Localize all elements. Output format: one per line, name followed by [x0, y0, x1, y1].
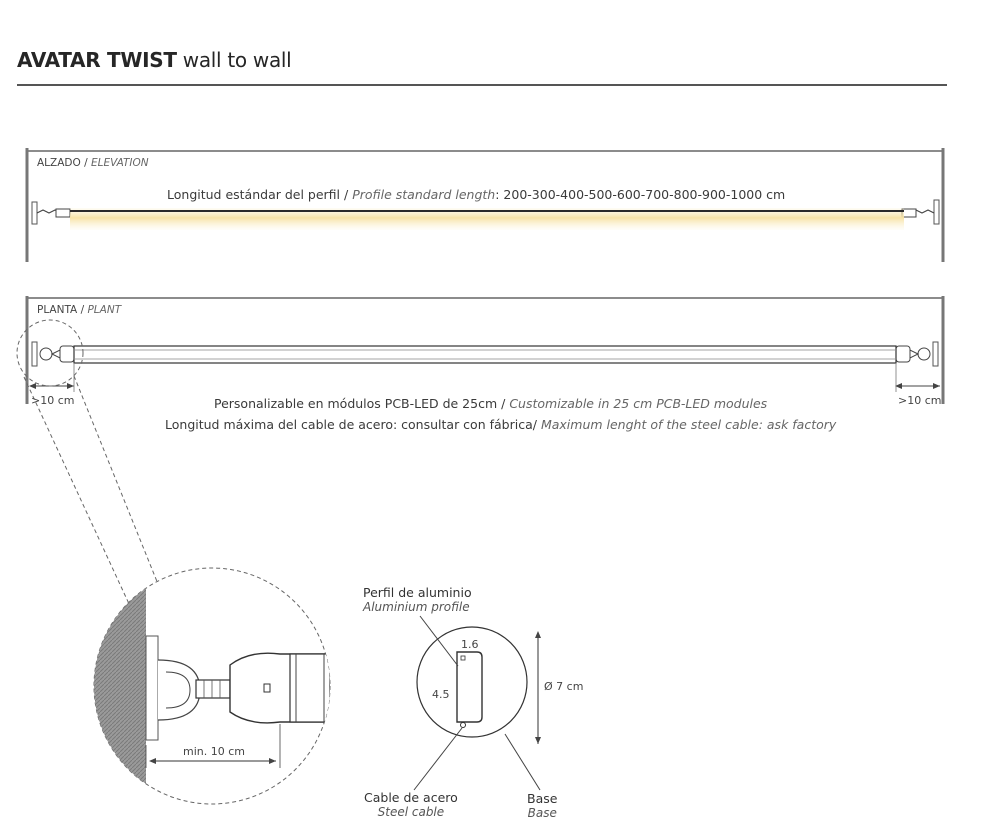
aluminium-profile-es: Perfil de aluminio — [363, 585, 472, 600]
base-callout — [527, 791, 557, 820]
min-distance-label: min. 10 cm — [183, 745, 245, 758]
plant-label — [37, 304, 121, 316]
steel-cable-es: Cable de acero — [364, 790, 458, 805]
wall — [90, 560, 146, 820]
profile-length-values: : 200-300-400-500-600-700-800-900-1000 cm — [495, 187, 786, 202]
cable-length-note — [165, 417, 836, 432]
detail-view — [90, 560, 330, 820]
aluminium-profile-en: Aluminium profile — [363, 600, 470, 614]
plant-view — [17, 296, 943, 606]
profile-length-en: Profile standard length — [352, 187, 496, 202]
plant-label-es: PLANTA / — [37, 304, 85, 316]
title-product-name: AVATAR TWIST — [17, 48, 177, 72]
profile-length-es: Longitud estándar del perfil / — [167, 187, 349, 202]
elevation-label-es: ALZADO / — [37, 157, 88, 169]
elevation-view — [27, 148, 943, 262]
aluminium-profile-section — [457, 652, 482, 722]
modules-note — [214, 396, 767, 411]
cable-length-en: Maximum lenght of the steel cable: ask factory — [540, 417, 837, 432]
cable-length-es: Longitud máxima del cable de acero: consultar con fábrica/ — [165, 417, 537, 432]
title-subtitle: wall to wall — [176, 48, 292, 72]
elevation-label-en: ELEVATION — [90, 157, 149, 169]
elevation-label — [37, 157, 149, 169]
diameter-label: Ø 7 cm — [544, 680, 584, 693]
dimension-width-label: 1.6 — [461, 638, 479, 651]
steel-cable-callout — [364, 790, 458, 819]
led-profile-plant — [74, 346, 896, 363]
right-clearance-label: >10 cm — [898, 394, 942, 407]
left-clearance-label: >10 cm — [31, 394, 75, 407]
base-en: Base — [527, 806, 557, 820]
dimension-height-label: 4.5 — [432, 688, 450, 701]
plant-label-en: PLANT — [87, 304, 122, 316]
steel-cable-en: Steel cable — [377, 805, 445, 819]
modules-note-en: Customizable in 25 cm PCB-LED modules — [509, 396, 768, 411]
base-es: Base — [527, 791, 558, 806]
aluminium-profile-callout — [363, 585, 472, 614]
modules-note-es: Personalizable en módulos PCB-LED de 25cm / — [214, 396, 506, 411]
profile-length-note — [167, 187, 785, 202]
